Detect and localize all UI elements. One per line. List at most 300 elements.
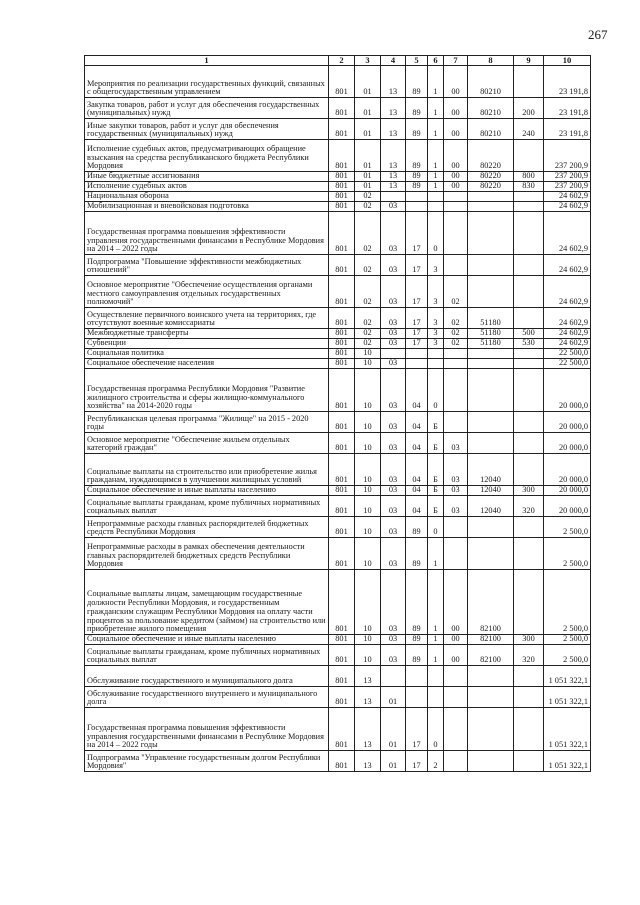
ministry-code: 801 (329, 329, 355, 339)
subsection-code: 03 (381, 570, 406, 635)
expense-type-code: 300 (514, 486, 544, 496)
subsection-code: 03 (381, 308, 406, 329)
direction-code: 12040 (468, 454, 514, 486)
row-description: Мобилизационная и вневойсковая подготовка (85, 202, 329, 212)
subprogram-code: 0 (428, 212, 444, 255)
subsection-code: 13 (381, 182, 406, 192)
amount: 2 500,0 (544, 570, 591, 635)
row-description: Подпрограмма "Повышение эффективности межбюджетных отношений" (85, 255, 329, 276)
direction-code: 12040 (468, 486, 514, 496)
table-row (85, 98, 591, 119)
row-description: Государственная программа повышения эффективности управления государственными финансами в Республике Мордовия на 2014 – 2022 годы (85, 708, 329, 751)
expense-type-code (514, 349, 544, 359)
section-code: 10 (355, 496, 381, 517)
amount: 237 200,9 (544, 182, 591, 192)
amount: 22 500,0 (544, 349, 591, 359)
amount: 24 602,9 (544, 192, 591, 202)
ministry-code: 801 (329, 349, 355, 359)
ministry-code: 801 (329, 666, 355, 687)
amount: 23 191,8 (544, 66, 591, 98)
table-row (85, 751, 591, 772)
program-code: 17 (406, 751, 428, 772)
program-code: 89 (406, 517, 428, 538)
table-row (85, 412, 591, 433)
table-row (85, 496, 591, 517)
program-code (406, 666, 428, 687)
direction-code: 80220 (468, 182, 514, 192)
direction-code: 80210 (468, 98, 514, 119)
event-code (444, 517, 468, 538)
subsection-code: 03 (381, 276, 406, 308)
row-description: Субвенции (85, 339, 329, 349)
subprogram-code: Б (428, 433, 444, 454)
expense-type-code: 240 (514, 119, 544, 140)
subprogram-code: 1 (428, 182, 444, 192)
event-code (444, 708, 468, 751)
expense-type-code (514, 412, 544, 433)
ministry-code: 801 (329, 751, 355, 772)
subprogram-code: Б (428, 496, 444, 517)
ministry-code: 801 (329, 486, 355, 496)
subprogram-code (428, 666, 444, 687)
direction-code (468, 666, 514, 687)
table-row (85, 708, 591, 751)
event-code: 02 (444, 329, 468, 339)
amount: 24 602,9 (544, 276, 591, 308)
ministry-code: 801 (329, 708, 355, 751)
amount: 23 191,8 (544, 119, 591, 140)
amount: 1 051 322,1 (544, 687, 591, 708)
subsection-code: 01 (381, 708, 406, 751)
ministry-code: 801 (329, 276, 355, 308)
amount: 22 500,0 (544, 359, 591, 369)
section-code: 13 (355, 666, 381, 687)
row-description: Закупка товаров, работ и услуг для обеспечения государственных (муниципальных) нужд (85, 98, 329, 119)
event-code (444, 212, 468, 255)
expense-type-code (514, 308, 544, 329)
event-code: 00 (444, 182, 468, 192)
row-description: Государственная программа Республики Мордовия "Развитие жилищного строительства и сферы жилищно-коммунального хозяйства" на 2014-2020 годы (85, 369, 329, 412)
ministry-code: 801 (329, 202, 355, 212)
section-code: 01 (355, 66, 381, 98)
section-code: 10 (355, 486, 381, 496)
program-code: 04 (406, 433, 428, 454)
section-code: 10 (355, 433, 381, 454)
event-code (444, 666, 468, 687)
subprogram-code: 1 (428, 172, 444, 182)
row-description: Мероприятия по реализации государственных функций, связанных с общегосударственным управлением (85, 66, 329, 98)
section-code: 10 (355, 454, 381, 486)
amount: 24 602,9 (544, 339, 591, 349)
section-code: 02 (355, 339, 381, 349)
direction-code: 51180 (468, 308, 514, 329)
ministry-code: 801 (329, 369, 355, 412)
subsection-code: 01 (381, 687, 406, 708)
amount: 2 500,0 (544, 645, 591, 666)
table-row (85, 517, 591, 538)
table-row (85, 433, 591, 454)
program-code: 17 (406, 212, 428, 255)
event-code: 03 (444, 433, 468, 454)
expense-type-code: 800 (514, 172, 544, 182)
table-row (85, 172, 591, 182)
section-code: 10 (355, 570, 381, 635)
amount: 20 000,0 (544, 412, 591, 433)
section-code: 10 (355, 412, 381, 433)
subsection-code: 03 (381, 359, 406, 369)
subprogram-code: 1 (428, 66, 444, 98)
row-description: Основное мероприятие "Обеспечение осуществления органами местного самоуправления отдельных государственных полномочий" (85, 276, 329, 308)
amount: 24 602,9 (544, 255, 591, 276)
section-code: 02 (355, 202, 381, 212)
ministry-code: 801 (329, 687, 355, 708)
row-description: Исполнение судебных актов, предусматривающих обращение взыскания на средства республиканского бюджета Республики Мордовия (85, 140, 329, 172)
program-code (406, 202, 428, 212)
event-code: 03 (444, 486, 468, 496)
direction-code: 82100 (468, 570, 514, 635)
event-code (444, 202, 468, 212)
table-row (85, 119, 591, 140)
expense-type-code (514, 538, 544, 570)
table-row (85, 359, 591, 369)
amount: 237 200,9 (544, 172, 591, 182)
row-description: Иные бюджетные ассигнования (85, 172, 329, 182)
program-code: 89 (406, 172, 428, 182)
expense-type-code (514, 708, 544, 751)
expense-type-code (514, 369, 544, 412)
direction-code (468, 687, 514, 708)
expense-type-code: 500 (514, 329, 544, 339)
table-row (85, 308, 591, 329)
expense-type-code (514, 666, 544, 687)
subprogram-code: 3 (428, 329, 444, 339)
section-code: 02 (355, 212, 381, 255)
event-code: 00 (444, 66, 468, 98)
amount: 24 602,9 (544, 329, 591, 339)
expense-type-code: 320 (514, 645, 544, 666)
row-description: Социальное обеспечение и иные выплаты населению (85, 635, 329, 645)
ministry-code: 801 (329, 212, 355, 255)
subprogram-code: Б (428, 412, 444, 433)
direction-code: 82100 (468, 645, 514, 666)
table-row (85, 140, 591, 172)
expense-type-code (514, 433, 544, 454)
table-row (85, 182, 591, 192)
subsection-code: 03 (381, 517, 406, 538)
amount: 2 500,0 (544, 635, 591, 645)
subprogram-code (428, 359, 444, 369)
section-code: 10 (355, 369, 381, 412)
amount: 2 500,0 (544, 517, 591, 538)
row-description: Межбюджетные трансферты (85, 329, 329, 339)
section-code: 02 (355, 255, 381, 276)
row-description: Исполнение судебных актов (85, 182, 329, 192)
program-code: 89 (406, 182, 428, 192)
subprogram-code: Б (428, 454, 444, 486)
ministry-code: 801 (329, 308, 355, 329)
column-header: 6 (428, 56, 444, 66)
table-row (85, 66, 591, 98)
subsection-code: 03 (381, 212, 406, 255)
direction-code (468, 538, 514, 570)
section-code: 10 (355, 538, 381, 570)
section-code: 13 (355, 751, 381, 772)
program-code (406, 359, 428, 369)
subprogram-code: Б (428, 486, 444, 496)
expense-type-code: 320 (514, 496, 544, 517)
subprogram-code: 3 (428, 308, 444, 329)
program-code: 89 (406, 538, 428, 570)
subprogram-code: 2 (428, 751, 444, 772)
column-header: 7 (444, 56, 468, 66)
ministry-code: 801 (329, 140, 355, 172)
event-code (444, 412, 468, 433)
ministry-code: 801 (329, 119, 355, 140)
program-code: 04 (406, 454, 428, 486)
row-description: Обслуживание государственного и муниципального долга (85, 666, 329, 687)
event-code (444, 751, 468, 772)
subprogram-code (428, 349, 444, 359)
expense-type-code: 530 (514, 339, 544, 349)
subsection-code: 03 (381, 329, 406, 339)
subprogram-code: 1 (428, 98, 444, 119)
amount: 20 000,0 (544, 369, 591, 412)
row-description: Социальные выплаты гражданам, кроме публичных нормативных социальных выплат (85, 645, 329, 666)
ministry-code: 801 (329, 496, 355, 517)
subsection-code: 03 (381, 369, 406, 412)
row-description: Подпрограмма "Управление государственным долгом Республики Мордовия" (85, 751, 329, 772)
subprogram-code: 0 (428, 517, 444, 538)
subprogram-code: 1 (428, 538, 444, 570)
direction-code (468, 202, 514, 212)
event-code (444, 255, 468, 276)
row-description: Социальное обеспечение и иные выплаты населению (85, 486, 329, 496)
row-description: Непрограммные расходы главных распорядителей бюджетных средств Республики Мордовия (85, 517, 329, 538)
section-code: 10 (355, 517, 381, 538)
row-description: Государственная программа повышения эффективности управления государственными финансами в Республике Мордовия на 2014 – 2022 годы (85, 212, 329, 255)
table-row (85, 349, 591, 359)
ministry-code: 801 (329, 182, 355, 192)
header-row (85, 56, 591, 66)
event-code (444, 359, 468, 369)
ministry-code: 801 (329, 359, 355, 369)
direction-code: 80220 (468, 172, 514, 182)
column-header: 8 (468, 56, 514, 66)
program-code: 89 (406, 570, 428, 635)
section-code: 10 (355, 645, 381, 666)
event-code: 00 (444, 635, 468, 645)
expense-type-code (514, 255, 544, 276)
program-code (406, 687, 428, 708)
subsection-code (381, 349, 406, 359)
row-description: Иные закупки товаров, работ и услуг для обеспечения государственных (муниципальных) нужд (85, 119, 329, 140)
amount: 20 000,0 (544, 486, 591, 496)
subsection-code: 03 (381, 538, 406, 570)
section-code: 02 (355, 276, 381, 308)
section-code: 01 (355, 98, 381, 119)
subsection-code: 03 (381, 339, 406, 349)
ministry-code: 801 (329, 339, 355, 349)
ministry-code: 801 (329, 454, 355, 486)
direction-code (468, 349, 514, 359)
ministry-code: 801 (329, 570, 355, 635)
column-header: 5 (406, 56, 428, 66)
section-code: 01 (355, 182, 381, 192)
subprogram-code: 1 (428, 635, 444, 645)
subsection-code: 03 (381, 635, 406, 645)
expense-type-code (514, 202, 544, 212)
subprogram-code: 3 (428, 339, 444, 349)
program-code: 17 (406, 308, 428, 329)
direction-code: 51180 (468, 339, 514, 349)
event-code: 02 (444, 308, 468, 329)
subprogram-code: 3 (428, 255, 444, 276)
table-body (85, 66, 591, 772)
subsection-code: 03 (381, 255, 406, 276)
program-code: 89 (406, 140, 428, 172)
event-code: 00 (444, 645, 468, 666)
table-row (85, 635, 591, 645)
direction-code (468, 359, 514, 369)
ministry-code: 801 (329, 66, 355, 98)
expense-type-code (514, 570, 544, 635)
subsection-code: 03 (381, 412, 406, 433)
program-code: 17 (406, 329, 428, 339)
program-code: 04 (406, 369, 428, 412)
column-header: 1 (85, 56, 329, 66)
event-code (444, 687, 468, 708)
subsection-code: 13 (381, 66, 406, 98)
event-code (444, 192, 468, 202)
direction-code (468, 412, 514, 433)
expense-type-code (514, 66, 544, 98)
column-header: 4 (381, 56, 406, 66)
column-header: 2 (329, 56, 355, 66)
subsection-code: 13 (381, 140, 406, 172)
amount: 24 602,9 (544, 308, 591, 329)
subsection-code: 03 (381, 496, 406, 517)
direction-code: 12040 (468, 496, 514, 517)
section-code: 13 (355, 708, 381, 751)
section-code: 01 (355, 119, 381, 140)
amount: 1 051 322,1 (544, 751, 591, 772)
direction-code (468, 212, 514, 255)
program-code: 89 (406, 635, 428, 645)
section-code: 01 (355, 140, 381, 172)
subsection-code: 03 (381, 645, 406, 666)
subsection-code: 03 (381, 486, 406, 496)
subprogram-code: 3 (428, 276, 444, 308)
direction-code (468, 751, 514, 772)
amount: 1 051 322,1 (544, 666, 591, 687)
section-code: 02 (355, 329, 381, 339)
event-code: 00 (444, 570, 468, 635)
subprogram-code (428, 192, 444, 202)
direction-code (468, 708, 514, 751)
ministry-code: 801 (329, 172, 355, 182)
event-code: 00 (444, 140, 468, 172)
expense-type-code (514, 454, 544, 486)
table-row (85, 202, 591, 212)
direction-code (468, 433, 514, 454)
table-row (85, 369, 591, 412)
table-row (85, 192, 591, 202)
direction-code: 80210 (468, 119, 514, 140)
event-code: 00 (444, 119, 468, 140)
table-row (85, 212, 591, 255)
event-code (444, 369, 468, 412)
subprogram-code: 1 (428, 140, 444, 172)
table-row (85, 687, 591, 708)
ministry-code: 801 (329, 517, 355, 538)
expense-type-code (514, 359, 544, 369)
row-description: Республиканская целевая программа "Жилище" на 2015 - 2020 годы (85, 412, 329, 433)
subsection-code: 01 (381, 751, 406, 772)
table-row (85, 255, 591, 276)
event-code (444, 349, 468, 359)
amount: 23 191,8 (544, 98, 591, 119)
table-row (85, 276, 591, 308)
event-code: 02 (444, 339, 468, 349)
program-code: 89 (406, 645, 428, 666)
subprogram-code: 1 (428, 119, 444, 140)
budget-table (84, 55, 591, 772)
subsection-code: 13 (381, 172, 406, 182)
program-code: 04 (406, 486, 428, 496)
row-description: Непрограммные расходы в рамках обеспечения деятельности главных распорядителей бюджетных средств Республики Мордовия (85, 538, 329, 570)
table-row (85, 486, 591, 496)
expense-type-code (514, 687, 544, 708)
amount: 237 200,9 (544, 140, 591, 172)
program-code (406, 349, 428, 359)
subprogram-code: 0 (428, 708, 444, 751)
row-description: Социальное обеспечение населения (85, 359, 329, 369)
expense-type-code: 830 (514, 182, 544, 192)
subprogram-code (428, 202, 444, 212)
direction-code (468, 276, 514, 308)
ministry-code: 801 (329, 192, 355, 202)
expense-type-code (514, 140, 544, 172)
row-description: Обслуживание государственного внутреннего и муниципального долга (85, 687, 329, 708)
program-code: 04 (406, 496, 428, 517)
program-code: 04 (406, 412, 428, 433)
table-row (85, 329, 591, 339)
ministry-code: 801 (329, 412, 355, 433)
event-code: 03 (444, 496, 468, 517)
subsection-code: 03 (381, 202, 406, 212)
subsection-code: 03 (381, 454, 406, 486)
direction-code: 80220 (468, 140, 514, 172)
column-header: 10 (544, 56, 591, 66)
section-code: 10 (355, 349, 381, 359)
expense-type-code (514, 212, 544, 255)
row-description: Социальные выплаты на строительство или приобретение жилья гражданам, нуждающимся в улучшении жилищных условий (85, 454, 329, 486)
ministry-code: 801 (329, 433, 355, 454)
program-code: 17 (406, 708, 428, 751)
subsection-code (381, 192, 406, 202)
amount: 20 000,0 (544, 496, 591, 517)
ministry-code: 801 (329, 645, 355, 666)
row-description: Социальные выплаты гражданам, кроме публичных нормативных социальных выплат (85, 496, 329, 517)
program-code: 89 (406, 119, 428, 140)
program-code: 89 (406, 98, 428, 119)
expense-type-code (514, 276, 544, 308)
subsection-code: 13 (381, 119, 406, 140)
event-code: 03 (444, 454, 468, 486)
direction-code (468, 255, 514, 276)
amount: 20 000,0 (544, 454, 591, 486)
table-row (85, 454, 591, 486)
